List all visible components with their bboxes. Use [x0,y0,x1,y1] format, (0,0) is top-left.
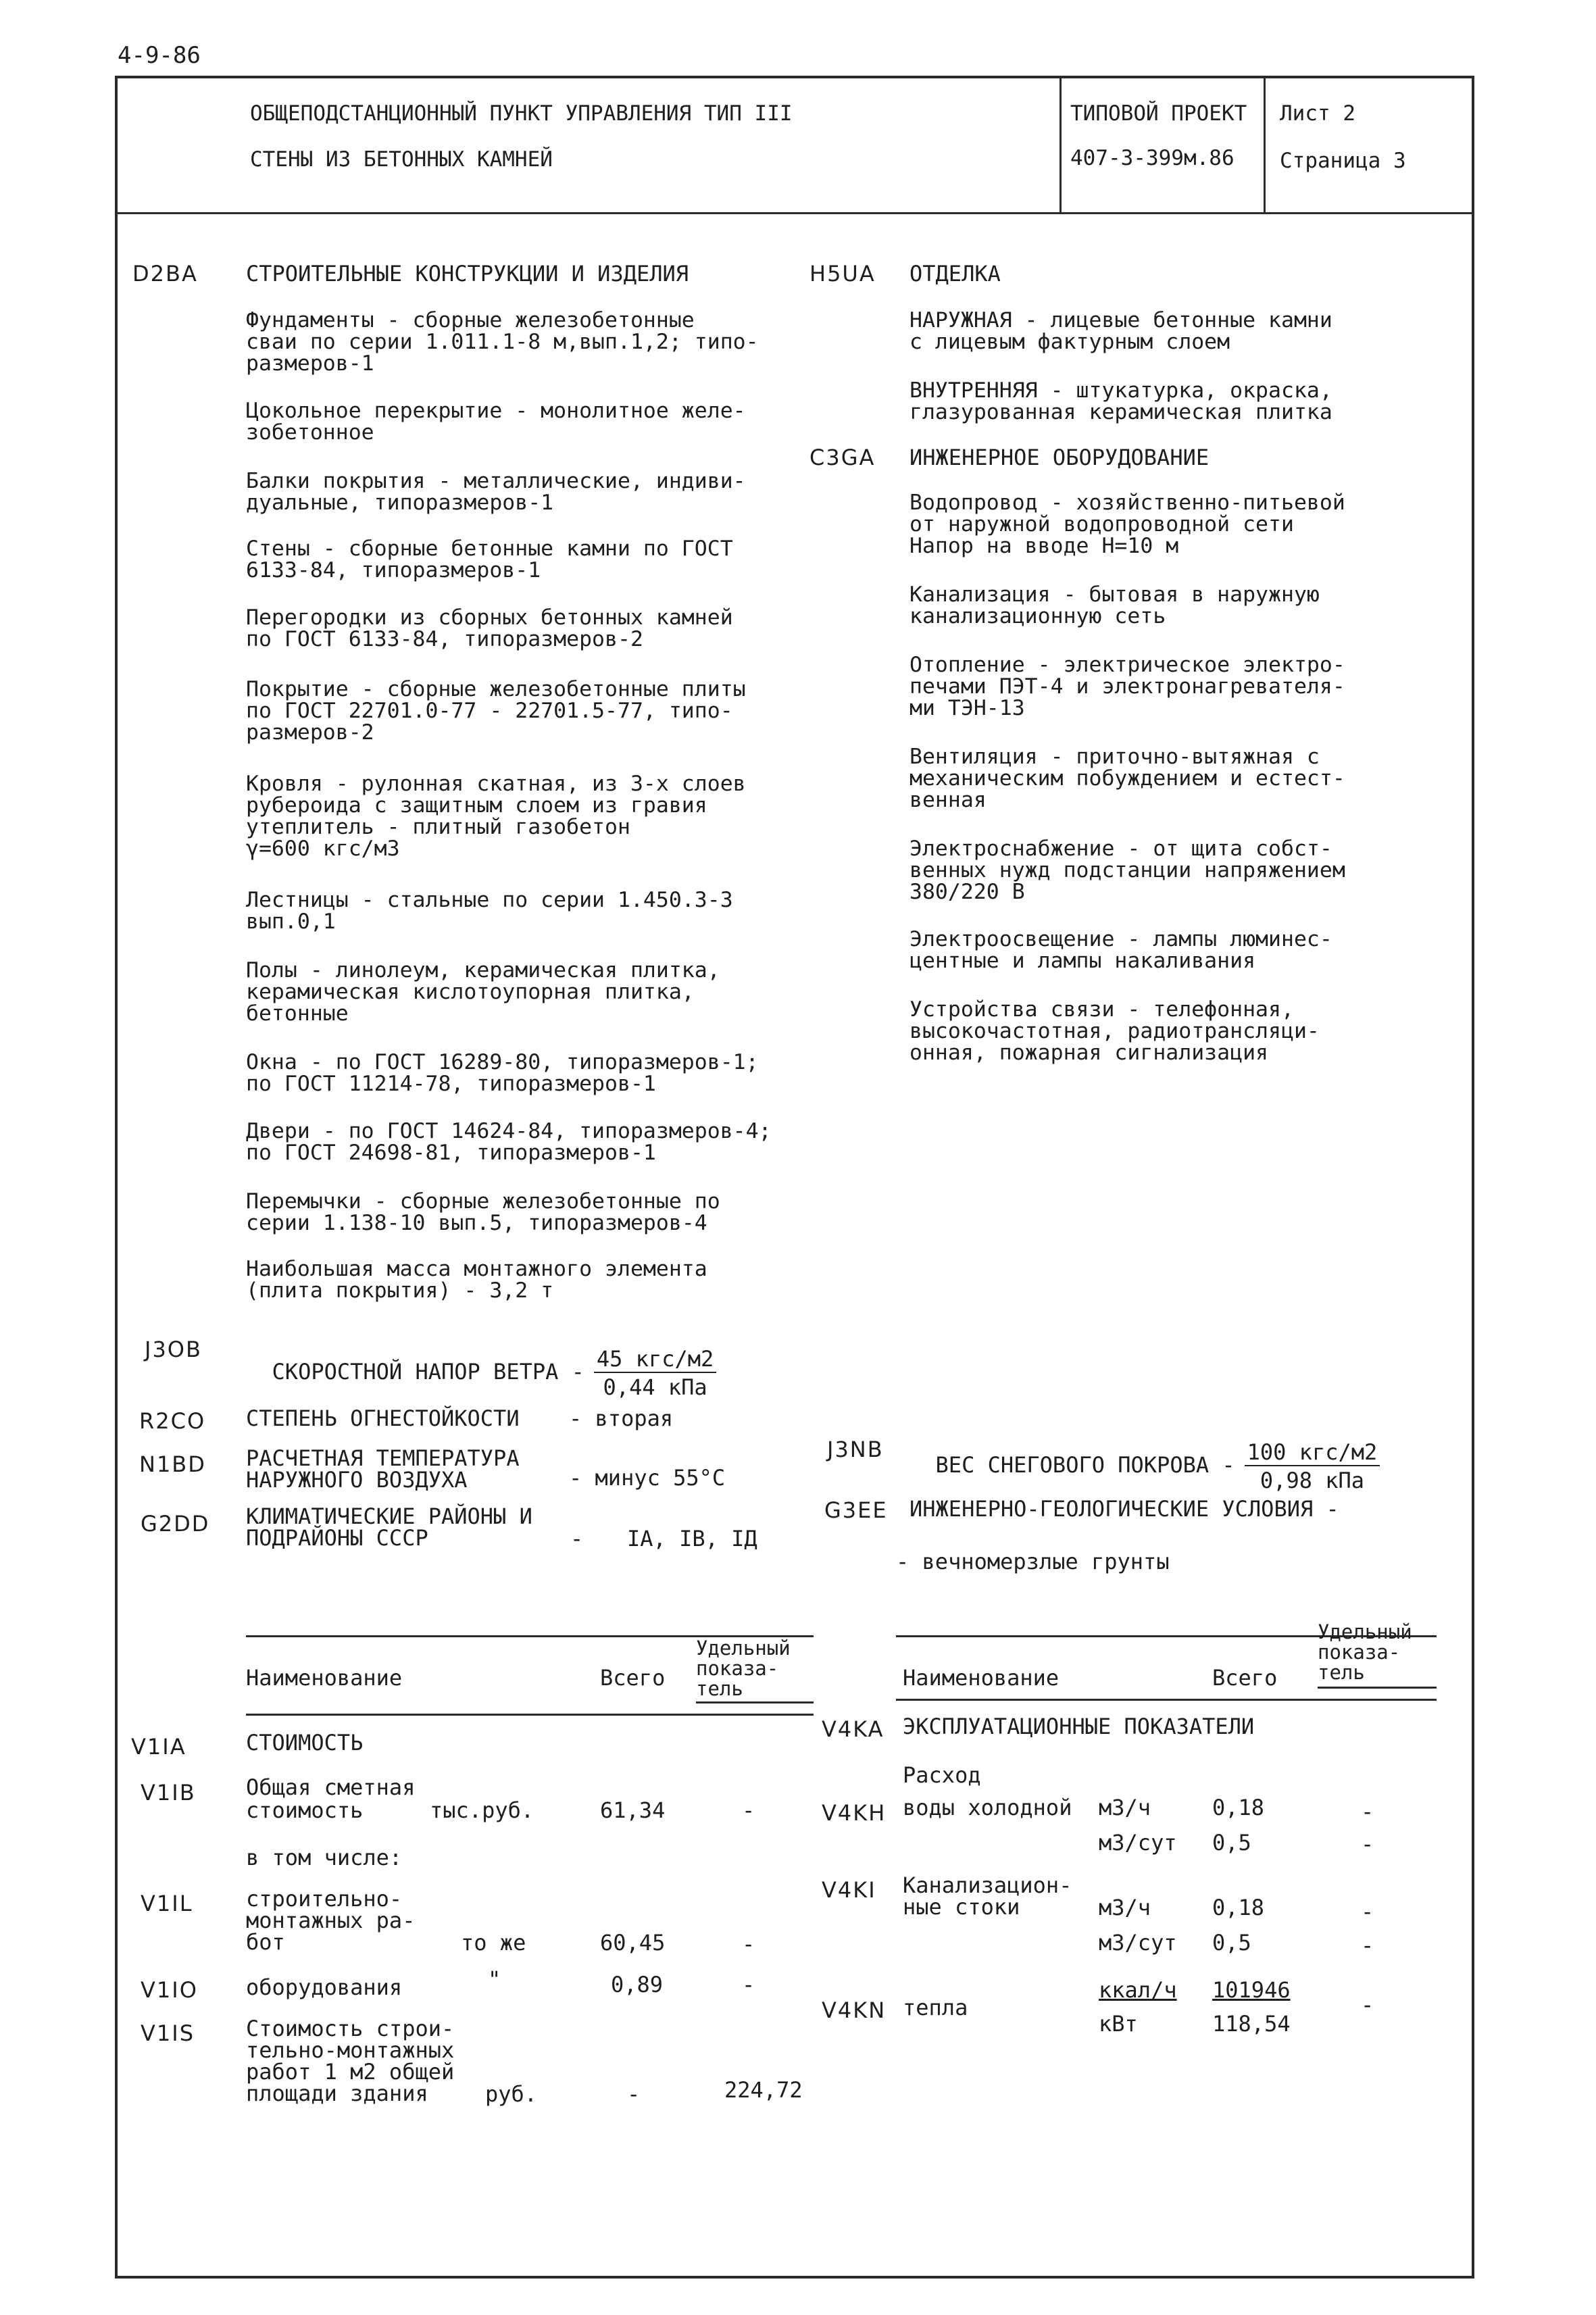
construction-item: Полы - линолеум, керамическая плитка, керамическая кислотоупорная плитка, бетонные [246,958,720,1026]
table-rule [246,1714,814,1716]
table-rule [896,1699,1437,1701]
construction-item: Наибольшая масса монтажного элемента (плита покрытия) - 3,2 т [246,1257,707,1303]
table-row-unit: ккал/ч [1099,1977,1177,2003]
table-row-specific: - [1361,1899,1374,1924]
table-row-specific: - [742,1931,755,1957]
project-label: ТИПОВОЙ ПРОЕКТ [1070,101,1247,126]
cost-section-title: СТОИМОСТЬ [246,1730,364,1756]
geo-conditions-value: - вечномерзлые грунты [896,1549,1170,1574]
construction-item: Окна - по ГОСТ 16289-80, типоразмеров-1; по ГОСТ 11214-78, типоразмеров-1 [246,1050,759,1096]
section-code: D2BA [132,261,198,287]
table-row-unit: м3/ч [1099,1795,1151,1820]
climate-regions-label: КЛИМАТИЧЕСКИЕ РАЙОНЫ И ПОДРАЙОНЫ СССР [246,1503,532,1551]
finishing-item: ВНУТРЕННЯЯ - штукатурка, окраска, глазурованная керамическая плитка [909,378,1332,424]
title-block-separator [1059,76,1062,214]
title-block-divider [115,212,1474,214]
snow-load [909,1418,1380,1492]
param-code: G3EE [824,1497,888,1523]
table-row-name: строительно- монтажных ра- бот [246,1886,416,1955]
table-row-code: V4KI [822,1877,876,1903]
table-row-code: V4KH [822,1800,887,1826]
engineering-item: Электроосвещение - лампы люминес- центные и лампы накаливания [909,927,1332,973]
table-row-specific: - [1361,1831,1374,1857]
design-temperature-label: РАСЧЕТНАЯ ТЕМПЕРАТУРА НАРУЖНОГО ВОЗДУХА [246,1445,520,1493]
snow-load-value: 100 кгс/м2 [1245,1441,1380,1466]
construction-item: Балки покрытия - металлические, индиви- дуальные, типоразмеров-1 [246,469,746,515]
section-code: H5UA [809,261,876,287]
engineering-item: Отопление - электрическое электро- печами ПЭТ-4 и электронагревателя- ми ТЭН-13 [909,653,1345,720]
construction-item: Перемычки - сборные железобетонные по серии 1.138-10 вып.5, типоразмеров-4 [246,1189,720,1235]
table-row-specific: - [742,1972,755,1997]
title-block-separator [1264,76,1266,214]
table-row-unit: " [488,1966,501,1992]
ops-header-name: Наименование [903,1665,1059,1691]
wind-pressure [246,1324,716,1399]
wind-pressure-value: 45 кгс/м2 [594,1347,716,1373]
table-row-unit: руб. [485,2081,538,2107]
table-rule [696,1701,814,1703]
param-code: J3NB [827,1437,884,1462]
table-row-specific: - [1361,1992,1374,2018]
table-row-total: 0,89 [611,1972,664,1997]
table-row-total: 0,5 [1212,1830,1251,1856]
construction-title: СТРОИТЕЛЬНЫЕ КОНСТРУКЦИИ И ИЗДЕЛИЯ [246,261,689,287]
param-code: R2CO [139,1408,206,1434]
fire-resistance-value: - вторая [569,1405,674,1431]
table-row-total: 101946 [1212,1977,1291,2003]
table-row-specific: - [742,1797,755,1823]
table-row-specific: - [1361,1799,1374,1824]
table-row-code: V4KN [822,1997,887,2023]
cost-header-specific: Удельный показа- тель [696,1637,791,1700]
snow-load-value-si: 0,98 кПа [1260,1468,1365,1493]
table-row-unit: м3/сут [1099,1830,1177,1856]
climate-regions-dash: - [570,1526,584,1551]
construction-item: Фундаменты - сборные железобетонные сваи по серии 1.011.1-8 м,вып.1,2; типо- размеров-1 [246,308,759,376]
construction-item: Лестницы - стальные по серии 1.450.3-3 вып.0,1 [246,888,733,934]
consumption-label: Расход [903,1762,981,1788]
document-date: 4-9-86 [118,42,201,69]
table-row-total: 0,18 [1212,1795,1265,1820]
wind-pressure-value-si: 0,44 кПа [603,1374,707,1400]
geo-conditions-label: ИНЖЕНЕРНО-ГЕОЛОГИЧЕСКИЕ УСЛОВИЯ - [909,1496,1339,1522]
table-row-unit: м3/ч [1099,1895,1151,1920]
construction-item: Перегородки из сборных бетонных камней по ГОСТ 6133-84, типоразмеров-2 [246,605,733,651]
table-row-name: оборудования [246,1974,403,2000]
param-code: G2DD [141,1511,210,1537]
param-code: N1BD [139,1451,206,1477]
table-row-code: V1IB [141,1780,196,1806]
table-row-name: Стоимость строи- тельно-монтажных работ 1 м2 общей площади здания [246,2016,455,2106]
table-row-total: 118,54 [1212,2011,1291,2037]
wind-pressure-label: СКОРОСТНОЙ НАПОР ВЕТРА - [272,1359,584,1385]
table-row-unit: тыс.руб. [430,1797,534,1823]
engineering-item: Устройства связи - телефонная, высокочастотная, радиотрансляци- онная, пожарная сигнализация [909,997,1320,1065]
page-number: Страница 3 [1280,149,1406,173]
document-title: ОБЩЕПОДСТАНЦИОННЫЙ ПУНКТ УПРАВЛЕНИЯ ТИП III [250,101,793,126]
project-number: 407-3-399м.86 [1070,146,1235,170]
table-row-total: 60,45 [600,1930,666,1956]
cost-header-total: Всего [600,1665,666,1691]
construction-item: Стены - сборные бетонные камни по ГОСТ 6133-84, типоразмеров-1 [246,537,733,582]
table-row-total: 0,5 [1212,1930,1251,1956]
table-row-name: в том числе: [246,1845,403,1870]
table-row-code: V1IL [141,1891,193,1916]
table-row-unit: кВт [1099,2011,1138,2037]
engineering-item: Вентиляция - приточно-вытяжная с механическим побуждением и естест- венная [909,745,1345,812]
param-code: J3OB [145,1337,202,1362]
table-row-code: V4KA [822,1716,884,1742]
engineering-item: Канализация - бытовая в наружную канализационную сеть [909,582,1320,628]
table-row-specific: - [1361,1933,1374,1958]
table-row-total: 61,34 [600,1797,666,1823]
section-code: C3GA [809,445,876,470]
sheet-number: Лист 2 [1280,101,1355,126]
design-temperature-value: - минус 55°С [569,1465,726,1491]
table-row-unit: м3/сут [1099,1930,1177,1956]
table-row-unit: то же [461,1930,526,1956]
construction-item: Покрытие - сборные железобетонные плиты по ГОСТ 22701.0-77 - 22701.5-77, типо- размеров-2 [246,677,746,745]
table-row-name: воды холодной [903,1795,1072,1820]
ops-section-title: ЭКСПЛУАТАЦИОННЫЕ ПОКАЗАТЕЛИ [903,1714,1255,1739]
table-row-code: V1IA [131,1734,186,1760]
table-row-name: тепла [903,1995,968,2020]
construction-item: Цокольное перекрытие - монолитное желе- зобетонное [246,399,746,445]
climate-regions-value: IA, IB, IД [627,1526,757,1551]
table-row-code: V1IO [141,1977,198,2003]
table-row-code: V1IS [141,2020,195,2046]
ops-header-specific: Удельный показа- тель [1318,1620,1412,1684]
construction-item: Двери - по ГОСТ 14624-84, типоразмеров-4; по ГОСТ 24698-81, типоразмеров-1 [246,1119,772,1165]
table-row-total: - [627,2081,641,2107]
table-row-specific: 224,72 [724,2077,803,2103]
engineering-title: ИНЖЕНЕРНОЕ ОБОРУДОВАНИЕ [909,445,1210,470]
engineering-item: Водопровод - хозяйственно-питьевой от наружной водопроводной сети Напор на вводе Н=10 м [909,491,1345,558]
table-row-name: Канализацион- ные стоки [903,1872,1072,1920]
table-row-name: Общая сметная стоимость [246,1774,416,1823]
document-subtitle: СТЕНЫ ИЗ БЕТОННЫХ КАМНЕЙ [250,147,553,172]
ops-header-total: Всего [1212,1665,1278,1691]
table-row-total: 0,18 [1212,1895,1265,1920]
fire-resistance-label: СТЕПЕНЬ ОГНЕСТОЙКОСТИ [246,1405,520,1431]
snow-load-label: ВЕС СНЕГОВОГО ПОКРОВА - [935,1452,1235,1478]
table-rule [1318,1687,1437,1689]
engineering-item: Электроснабжение - от щита собст- венных нужд подстанции напряжением 380/220 В [909,837,1345,904]
construction-item: Кровля - рулонная скатная, из 3-х слоев рубероида с защитным слоем из гравия утеплитель - плитный газобетон γ=600 кгс/м3 [246,772,746,861]
finishing-item: НАРУЖНАЯ - лицевые бетонные камни с лицевым фактурным слоем [909,308,1332,354]
cost-header-name: Наименование [246,1665,403,1691]
finishing-title: ОТДЕЛКА [909,261,1001,287]
